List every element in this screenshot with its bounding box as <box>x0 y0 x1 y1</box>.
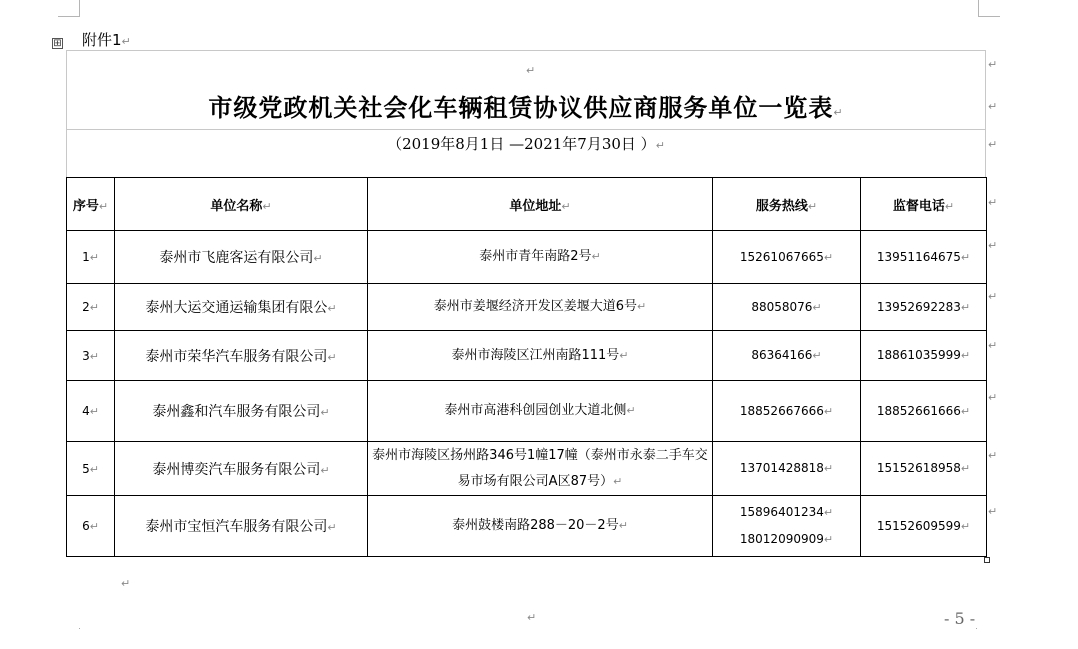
hotline-cell: 18852667666↵ <box>713 381 861 442</box>
supervision-phone-cell: 13951164675↵ <box>861 231 987 284</box>
row-end-mark-icon: ↵ <box>988 138 998 151</box>
supplier-table <box>66 177 987 557</box>
company-name-cell: 泰州博奕汽车服务有限公司↵ <box>115 442 368 496</box>
supervision-phone-cell: 18861035999↵ <box>861 331 987 381</box>
column-header: 监督电话↵ <box>861 178 987 231</box>
hotline-cell: 88058076↵ <box>713 284 861 331</box>
page-title <box>66 88 986 123</box>
table-row <box>67 231 987 284</box>
date-range <box>66 133 986 154</box>
company-name-cell: 泰州鑫和汽车服务有限公司↵ <box>115 381 368 442</box>
hotline-cell <box>713 496 861 557</box>
seq-cell: 5↵ <box>67 442 115 496</box>
paragraph-mark-icon: ↵ <box>527 611 537 624</box>
supervision-phone-cell: 13952692283↵ <box>861 284 987 331</box>
row-end-mark-icon: ↵ <box>988 449 998 462</box>
title-divider <box>66 129 986 130</box>
column-header: 单位名称↵ <box>115 178 368 231</box>
address-cell: 泰州市海陵区江州南路111号↵ <box>368 331 713 381</box>
paragraph-mark-icon: ↵ <box>655 139 665 152</box>
hotline-cell: 15261067665↵ <box>713 231 861 284</box>
table-move-handle-icon[interactable]: ⊞ <box>53 38 62 49</box>
seq-cell: 4↵ <box>67 381 115 442</box>
paragraph-mark-icon: ↵ <box>121 577 131 590</box>
paragraph-mark-icon: ↵ <box>526 64 536 77</box>
column-header: 单位地址↵ <box>368 178 713 231</box>
date-range-text: （2019年8月1日 —2021年7月30日 ） <box>387 135 656 153</box>
company-name-cell: 泰州市宝恒汽车服务有限公司↵ <box>115 496 368 557</box>
seq-cell: 3↵ <box>67 331 115 381</box>
row-end-mark-icon: ↵ <box>988 58 998 71</box>
hotline-cell: 13701428818↵ <box>713 442 861 496</box>
crop-mark <box>79 0 80 17</box>
attachment-label <box>82 29 131 50</box>
table-row <box>67 496 987 557</box>
margin-dot <box>976 628 977 629</box>
row-end-mark-icon: ↵ <box>988 290 998 303</box>
hotline-primary: 15896401234↵ <box>739 505 834 519</box>
address-cell: 泰州市青年南路2号↵ <box>368 231 713 284</box>
row-end-mark-icon: ↵ <box>988 100 998 113</box>
table-header-row <box>67 178 987 231</box>
table-resize-handle[interactable] <box>984 557 990 563</box>
crop-mark <box>58 16 80 17</box>
row-end-mark-icon: ↵ <box>988 196 998 209</box>
supervision-phone-cell: 18852661666↵ <box>861 381 987 442</box>
company-name-cell: 泰州大运交通运输集团有限公↵ <box>115 284 368 331</box>
row-end-mark-icon: ↵ <box>988 339 998 352</box>
address-cell: 泰州市高港科创园创业大道北侧↵ <box>368 381 713 442</box>
supervision-phone-cell: 15152618958↵ <box>861 442 987 496</box>
attachment-label-text: 附件1 <box>82 31 122 49</box>
address-cell: 泰州市海陵区扬州路346号1幢17幢（泰州市永泰二手车交易市场有限公司A区87号）↵ <box>368 442 713 496</box>
supervision-phone-cell: 15152609599↵ <box>861 496 987 557</box>
row-end-mark-icon: ↵ <box>988 391 998 404</box>
table-row <box>67 284 987 331</box>
seq-cell: 1↵ <box>67 231 115 284</box>
column-header: 服务热线↵ <box>713 178 861 231</box>
crop-mark <box>978 16 1000 17</box>
table-row <box>67 442 987 496</box>
margin-dot <box>79 628 80 629</box>
page-number: - 5 - <box>944 609 976 628</box>
crop-mark <box>978 0 979 17</box>
row-end-mark-icon: ↵ <box>988 505 998 518</box>
address-cell: 泰州市姜堰经济开发区姜堰大道6号↵ <box>368 284 713 331</box>
paragraph-mark-icon: ↵ <box>121 35 131 48</box>
company-name-cell: 泰州市飞鹿客运有限公司↵ <box>115 231 368 284</box>
table-row <box>67 331 987 381</box>
table-row <box>67 381 987 442</box>
hotline-secondary: 18012090909↵ <box>739 532 834 546</box>
row-end-mark-icon: ↵ <box>988 239 998 252</box>
company-name-cell: 泰州市荣华汽车服务有限公司↵ <box>115 331 368 381</box>
page-title-text: 市级党政机关社会化车辆租赁协议供应商服务单位一览表 <box>208 93 834 122</box>
hotline-cell: 86364166↵ <box>713 331 861 381</box>
seq-cell: 2↵ <box>67 284 115 331</box>
address-cell: 泰州鼓楼南路288－20－2号↵ <box>368 496 713 557</box>
seq-cell: 6↵ <box>67 496 115 557</box>
paragraph-mark-icon: ↵ <box>833 106 844 119</box>
column-header: 序号↵ <box>67 178 115 231</box>
